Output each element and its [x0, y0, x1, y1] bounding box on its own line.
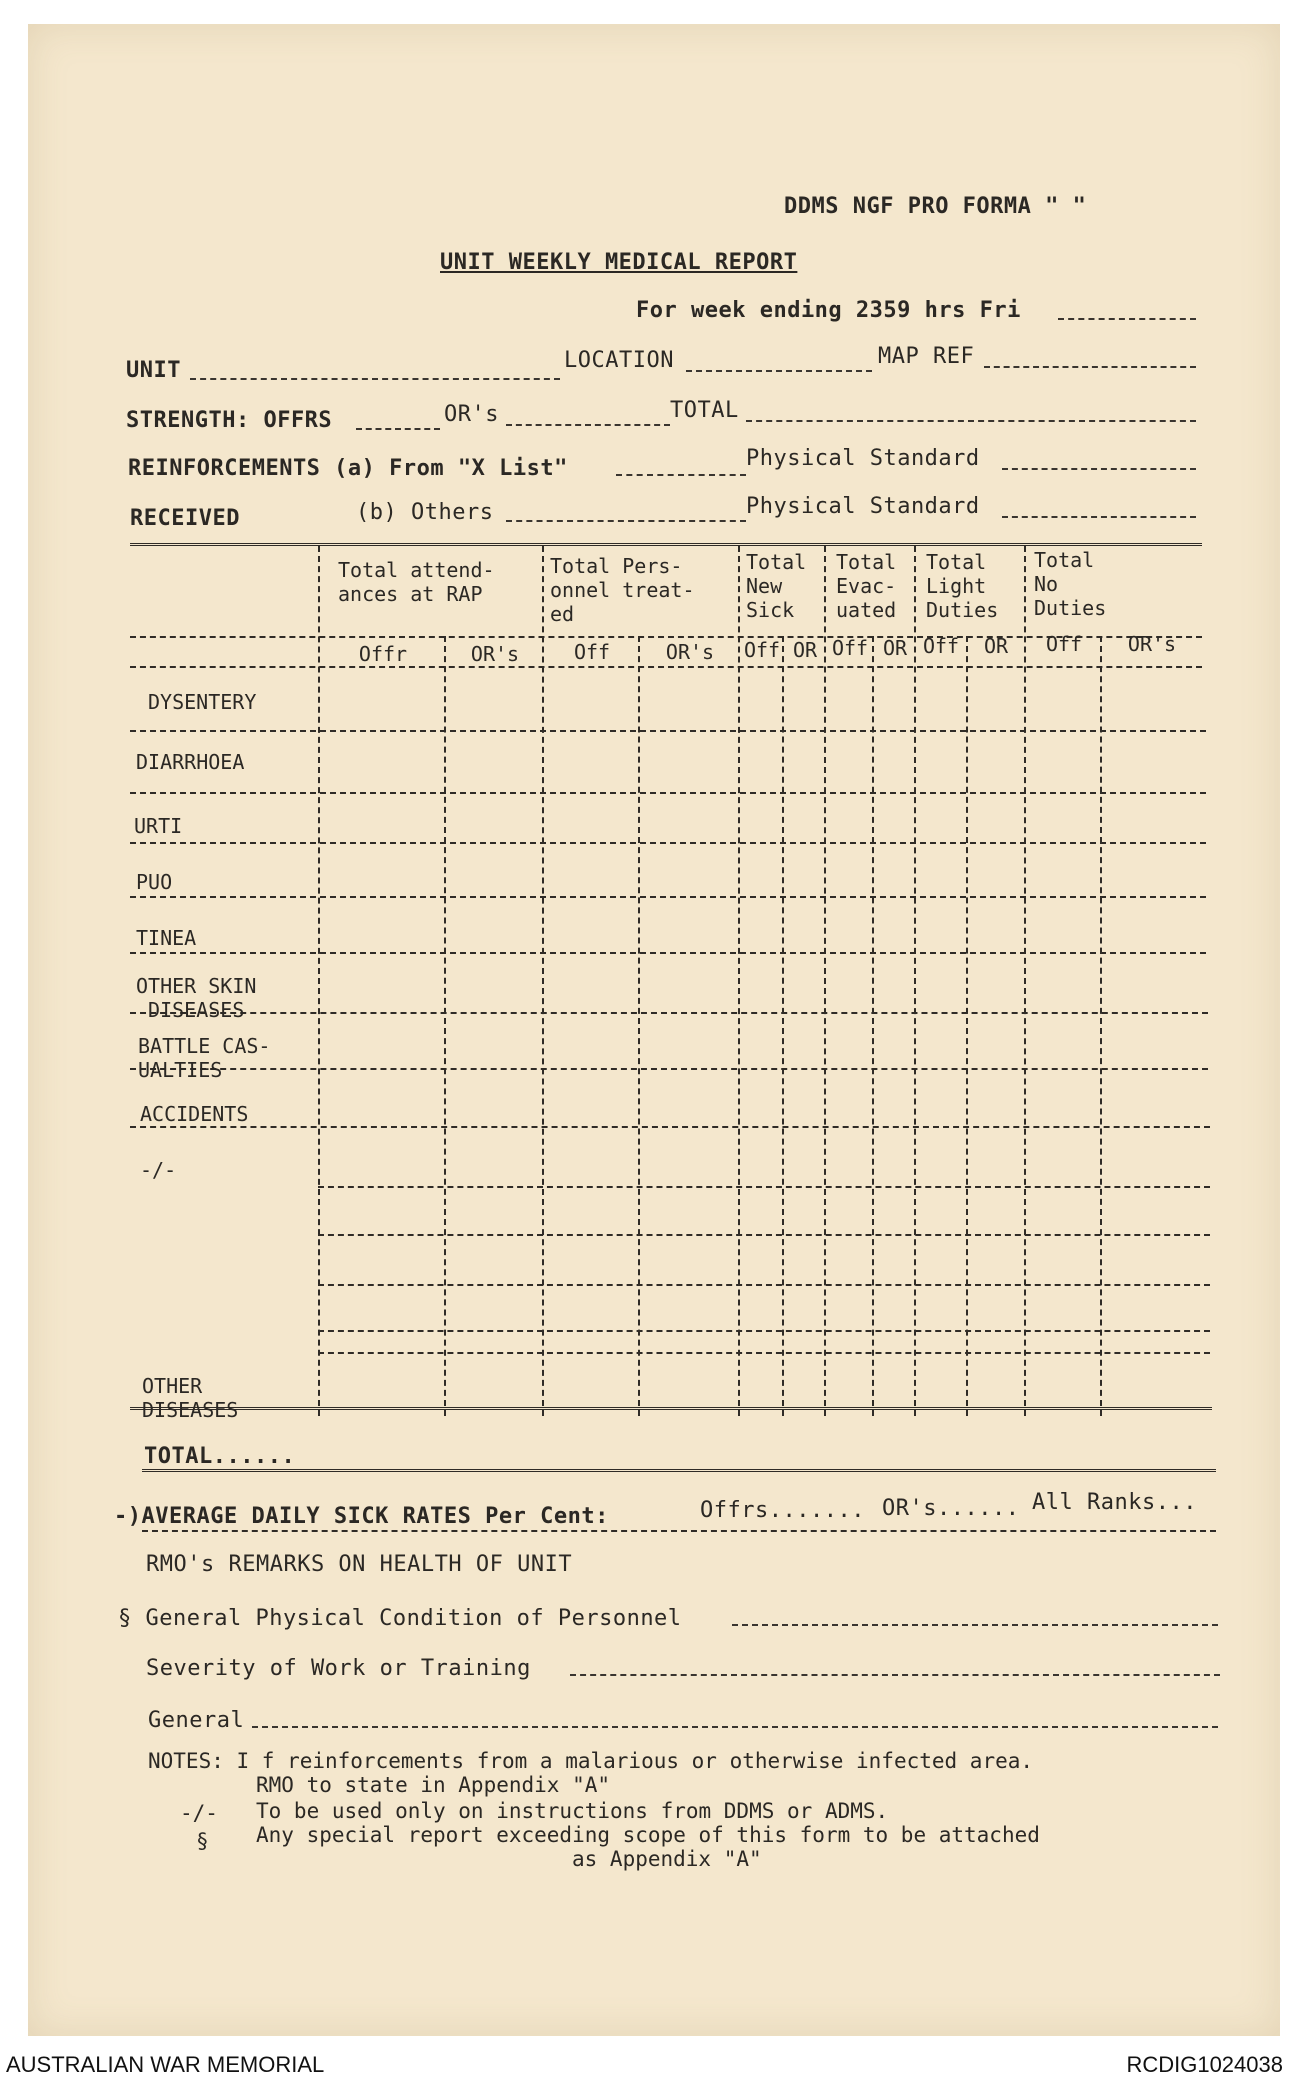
row-label-other-diseases: OTHER DISEASES — [142, 1374, 239, 1422]
strength-label: STRENGTH: OFFRS — [126, 408, 333, 433]
severity-field[interactable] — [570, 1674, 1220, 1676]
colgroup-evacuated: Total Evac- uated — [836, 550, 897, 622]
average-rule — [142, 1530, 1216, 1532]
row-label-tinea: TINEA — [136, 926, 197, 950]
row-divider — [130, 1012, 1208, 1014]
subheader-personnel-off: Off — [573, 640, 611, 664]
row-divider — [318, 1284, 1210, 1286]
row-label-other-skin: OTHER SKIN DISEASES — [136, 974, 257, 1022]
pro-forma-label: DDMS NGF PRO FORMA " " — [784, 194, 1087, 219]
row-divider — [318, 1186, 1210, 1188]
form-sheet — [28, 24, 1280, 2036]
subheader-personnel-ors: OR's — [665, 640, 715, 664]
physical-standard-field-b[interactable] — [1002, 516, 1196, 518]
general-field[interactable] — [252, 1726, 1218, 1728]
week-ending-field[interactable] — [1058, 318, 1196, 320]
note-3-mark: § — [196, 1829, 209, 1853]
row-label-dysentery: DYSENTERY — [148, 690, 257, 714]
ors-field[interactable] — [506, 424, 670, 426]
map-ref-field[interactable] — [984, 366, 1196, 368]
received-label: RECEIVED — [130, 506, 240, 531]
grid-vline — [638, 636, 640, 1416]
subheader-noduty-off: Off — [1045, 632, 1083, 656]
general-physical-label: § General Physical Condition of Personnel — [118, 1606, 682, 1631]
total-field[interactable] — [746, 420, 1196, 422]
others-field[interactable] — [506, 520, 746, 522]
physical-standard-label-a: Physical Standard — [746, 446, 980, 471]
row-divider — [130, 792, 1206, 794]
row-divider — [318, 1352, 1210, 1354]
map-ref-label: MAP REF — [878, 344, 975, 369]
note-3: Any special report exceeding scope of this form to be attached — [256, 1823, 1040, 1847]
total-label: TOTAL — [670, 398, 739, 423]
location-label: LOCATION — [564, 348, 674, 373]
subheader-evac-or: OR — [882, 636, 908, 660]
x-list-field[interactable] — [616, 474, 746, 476]
colgroup-no-duties: Total No Duties — [1034, 548, 1107, 620]
row-divider — [318, 1234, 1210, 1236]
row-label-urti: URTI — [134, 814, 183, 838]
colgroup-light-duties: Total Light Duties — [926, 550, 999, 622]
note-2: To be used only on instructions from DDMS or ADMS. — [256, 1799, 889, 1823]
grid-vline — [782, 636, 784, 1416]
subheader-light-or: OR — [983, 634, 1009, 658]
row-divider — [130, 842, 1206, 844]
average-all-ranks: All Ranks... — [1032, 1490, 1197, 1515]
general-label: General — [148, 1708, 245, 1733]
physical-standard-label-b: Physical Standard — [746, 494, 980, 519]
row-divider — [130, 896, 1206, 898]
subheader-evac-off: Off — [831, 636, 869, 660]
row-label-accidents: ACCIDENTS — [140, 1102, 249, 1126]
row-divider — [130, 952, 1206, 954]
grid-vline — [966, 636, 968, 1416]
grid-vline — [1100, 636, 1102, 1416]
subheader-newsick-or: OR — [792, 638, 818, 662]
subheader-light-off: Off — [922, 634, 960, 658]
severity-label: Severity of Work or Training — [146, 1656, 531, 1681]
grid-vline — [872, 636, 874, 1416]
subheader-newsick-off: Off — [743, 638, 781, 662]
subheader-attend-ors: OR's — [470, 642, 520, 666]
total-rule — [142, 1466, 1216, 1472]
reinforcements-label: REINFORCEMENTS (a) From "X List" — [128, 456, 568, 481]
colgroup-personnel-treated: Total Pers- onnel treat- ed — [550, 554, 695, 626]
row-divider — [130, 1068, 1208, 1070]
row-divider — [130, 730, 1206, 732]
table-bottom-rule — [130, 1404, 1212, 1410]
note-1b: RMO to state in Appendix "A" — [256, 1773, 611, 1797]
offrs-field[interactable] — [356, 428, 440, 430]
row-label-special: -/- — [140, 1158, 177, 1182]
grid-vline — [444, 636, 446, 1416]
row-divider — [130, 1126, 1210, 1128]
average-sick-label: -)AVERAGE DAILY SICK RATES Per Cent: — [114, 1504, 609, 1529]
general-physical-field[interactable] — [732, 1624, 1218, 1626]
colgroup-attendances: Total attend- ances at RAP — [338, 558, 495, 606]
row-label-puo: PUO — [136, 870, 173, 894]
header-bottom-rule — [130, 666, 1202, 668]
row-label-battle-casualties: BATTLE CAS- UALTIES — [138, 1034, 271, 1082]
average-ors: OR's...... — [882, 1496, 1020, 1521]
table-top-rule — [130, 540, 1202, 546]
subheader-attend-offr: Offr — [358, 642, 408, 666]
ors-label: OR's — [444, 402, 499, 427]
unit-field[interactable] — [190, 378, 560, 380]
row-divider — [318, 1330, 1210, 1332]
total-row-label: TOTAL...... — [144, 1444, 296, 1469]
row-label-diarrhoea: DIARRHOEA — [136, 750, 245, 774]
unit-label: UNIT — [126, 358, 181, 383]
week-ending-label: For week ending 2359 hrs Fri — [636, 298, 1021, 323]
footer-id: RCDIG1024038 — [1126, 2052, 1283, 2077]
note-3b: as Appendix "A" — [572, 1847, 762, 1871]
location-field[interactable] — [686, 370, 872, 372]
note-2-mark: -/- — [180, 1801, 218, 1825]
others-label: (b) Others — [356, 500, 494, 525]
average-offrs: Offrs....... — [700, 1498, 865, 1523]
rmo-remarks-heading: RMO's REMARKS ON HEALTH OF UNIT — [146, 1552, 573, 1577]
footer-source: AUSTRALIAN WAR MEMORIAL — [6, 2052, 325, 2077]
physical-standard-field-a[interactable] — [1002, 468, 1196, 470]
form-title: UNIT WEEKLY MEDICAL REPORT — [440, 250, 798, 275]
note-1: NOTES: I f reinforcements from a malarious or otherwise infected area. — [148, 1749, 1034, 1773]
subheader-noduty-ors: OR's — [1127, 632, 1177, 656]
colgroup-new-sick: Total New Sick — [746, 550, 807, 622]
